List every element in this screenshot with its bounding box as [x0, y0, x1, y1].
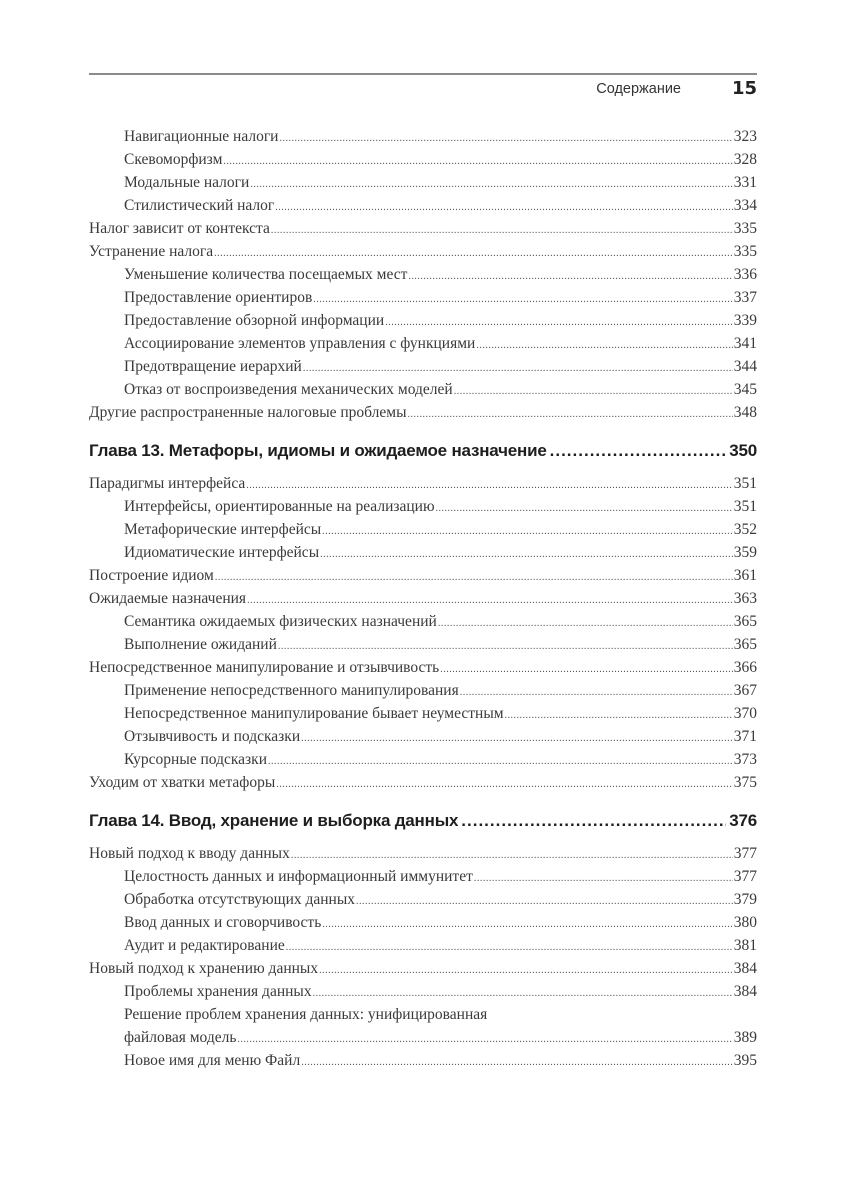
toc-subentry[interactable] [89, 702, 757, 725]
entry-title: Скевоморфизм [124, 151, 223, 168]
toc-subentry[interactable] [89, 171, 757, 194]
toc-entry[interactable] [89, 957, 757, 980]
entry-title: Применение непосредственного манипулирования [124, 682, 459, 699]
entry-title: Ассоциирование элементов управления с функциями [124, 335, 476, 352]
toc-subentry[interactable] [89, 148, 757, 171]
entry-page-number: 348 [733, 404, 757, 421]
entry-title: Целостность данных и информационный иммунитет [124, 868, 473, 885]
running-head-title: Содержание [596, 81, 681, 97]
entry-page-number: 377 [733, 845, 757, 862]
dot-leader [440, 658, 733, 681]
entry-page-number: 359 [733, 544, 757, 561]
entry-page-number: 328 [733, 151, 757, 168]
entry-page-number: 339 [733, 312, 757, 329]
entry-title: Выполнение ожиданий [124, 636, 277, 653]
entry-title: Налог зависит от контекста [89, 220, 270, 237]
entry-title: Ожидаемые назначения [89, 590, 247, 607]
entry-page-number: 371 [733, 728, 757, 745]
entry-title: Непосредственное манипулирование бывает неуместным [124, 705, 504, 722]
toc-subentry[interactable] [89, 495, 757, 518]
dot-leader [476, 334, 732, 357]
toc-subentry[interactable] [89, 286, 757, 309]
dot-leader [301, 727, 733, 750]
dot-leader [301, 1051, 733, 1074]
entry-page-number: 361 [733, 567, 757, 584]
toc-subentry[interactable] [89, 633, 757, 656]
entry-page-number: 365 [733, 613, 757, 630]
dot-leader [250, 173, 732, 196]
dot-leader [474, 867, 733, 890]
dot-leader [454, 380, 733, 403]
entry-page-number: 323 [733, 128, 757, 145]
entry-title: Идиоматические интерфейсы [124, 544, 320, 561]
entry-page-number: 336 [733, 266, 757, 283]
entry-page-number: 363 [733, 590, 757, 607]
entry-title: Предотвращение иерархий [124, 358, 302, 375]
entry-page-number: 373 [733, 751, 757, 768]
dot-leader [408, 265, 732, 288]
entry-page-number: 351 [733, 498, 757, 515]
toc-subentry[interactable] [89, 541, 757, 564]
dot-leader [268, 750, 733, 773]
entry-title: Интерфейсы, ориентированные на реализацию [124, 498, 435, 515]
toc-chapter-heading[interactable] [89, 808, 757, 834]
toc-subentry[interactable] [89, 518, 757, 541]
entry-page-number: 389 [733, 1029, 757, 1046]
toc-entry[interactable] [89, 564, 757, 587]
entry-page-number: 381 [733, 937, 757, 954]
entry-title: Обработка отсутствующих данных [124, 891, 356, 908]
toc-entry[interactable] [89, 842, 757, 865]
entry-title: Курсорные подсказки [124, 751, 268, 768]
entry-page-number: 345 [733, 381, 757, 398]
entry-title: Построение идиом [89, 567, 214, 584]
toc-subentry[interactable] [89, 125, 757, 148]
dot-leader [460, 681, 733, 704]
entry-page-number: 384 [733, 960, 757, 977]
entry-page-number: 344 [733, 358, 757, 375]
dot-leader [223, 150, 732, 173]
toc-subentry[interactable] [89, 378, 757, 401]
toc-subentry[interactable] [89, 679, 757, 702]
toc-entry[interactable] [89, 217, 757, 240]
dot-leader [278, 635, 733, 658]
entry-page-number: 367 [733, 682, 757, 699]
chapter-page-number: 350 [729, 441, 757, 460]
toc-subentry[interactable] [89, 263, 757, 286]
dot-leader [322, 520, 733, 543]
entry-title: Отказ от воспроизведения механических моделей [124, 381, 453, 398]
entry-title-line-2: файловая модель [124, 1029, 237, 1046]
entry-page-number: 335 [733, 220, 757, 237]
entry-title: Непосредственное манипулирование и отзывчивость [89, 659, 440, 676]
entry-page-number: 334 [733, 197, 757, 214]
entry-page-number: 380 [733, 914, 757, 931]
dot-leader [291, 844, 733, 867]
dot-leader [247, 589, 733, 612]
dot-leader [279, 127, 732, 150]
dot-leader [385, 311, 733, 334]
toc-entry[interactable] [89, 1003, 757, 1049]
toc-entry[interactable] [89, 587, 757, 610]
toc-entry[interactable] [89, 401, 757, 424]
entry-title: Ввод данных и сговорчивость [124, 914, 322, 931]
entry-page-number: 335 [733, 243, 757, 260]
toc-entry[interactable] [89, 240, 757, 263]
entry-page-number: 365 [733, 636, 757, 653]
entry-page-number: 375 [733, 774, 757, 791]
dot-leader [320, 543, 733, 566]
dot-leader [313, 982, 733, 1005]
entry-title: Новый подход к хранению данных [89, 960, 319, 977]
entry-title: Аудит и редактирование [124, 937, 285, 954]
chapter-page-number: 376 [729, 811, 757, 830]
entry-page-number: 384 [733, 983, 757, 1000]
entry-page-number: 377 [733, 868, 757, 885]
entry-title: Предоставление обзорной информации [124, 312, 385, 329]
toc-subentry[interactable] [89, 865, 757, 888]
dot-leader [438, 612, 733, 635]
toc-subentry[interactable] [89, 610, 757, 633]
header-rule [89, 73, 757, 75]
entry-title: Парадигмы интерфейса [89, 475, 246, 492]
dot-leader [246, 474, 732, 497]
running-head [89, 78, 757, 102]
toc-subentry[interactable] [89, 888, 757, 911]
entry-page-number: 337 [733, 289, 757, 306]
entry-page-number: 341 [733, 335, 757, 352]
entry-title: Новый подход к вводу данных [89, 845, 290, 862]
dot-leader [237, 1028, 732, 1051]
page-number: 15 [731, 78, 757, 99]
toc-subentry[interactable] [89, 1049, 757, 1072]
entry-title: Метафорические интерфейсы [124, 521, 322, 538]
dot-leader [436, 497, 733, 520]
dot-leader [322, 913, 732, 936]
dot-leader [215, 566, 733, 589]
toc-subentry[interactable] [89, 309, 757, 332]
toc-subentry[interactable] [89, 725, 757, 748]
entry-title: Модальные налоги [124, 174, 250, 191]
dot-leader [214, 242, 733, 265]
entry-page-number: 370 [733, 705, 757, 722]
toc-subentry[interactable] [89, 980, 757, 1003]
chapter-title: Глава 14. Ввод, хранение и выборка данных [89, 811, 459, 830]
toc-subentry[interactable] [89, 748, 757, 771]
toc-entry[interactable] [89, 472, 757, 495]
dot-leader [276, 773, 733, 796]
dot-leader [271, 219, 733, 242]
entry-title: Стилистический налог [124, 197, 275, 214]
dot-leader [550, 438, 727, 464]
dot-leader [408, 403, 733, 426]
entry-page-number: 351 [733, 475, 757, 492]
entry-title: Предоставление ориентиров [124, 289, 313, 306]
toc-subentry[interactable] [89, 355, 757, 378]
entry-title: Другие распространенные налоговые проблемы [89, 404, 407, 421]
table-of-contents [89, 125, 757, 1072]
dot-leader [505, 704, 733, 727]
dot-leader [319, 959, 733, 982]
entry-title: Навигационные налоги [124, 128, 279, 145]
entry-title: Новое имя для меню Файл [124, 1052, 301, 1069]
toc-entry[interactable] [89, 771, 757, 794]
dot-leader [461, 808, 726, 834]
entry-title: Уходим от хватки метафоры [89, 774, 276, 791]
entry-title: Семантика ожидаемых физических назначений [124, 613, 437, 630]
dot-leader [356, 890, 733, 913]
toc-subentry[interactable] [89, 934, 757, 957]
entry-page-number: 379 [733, 891, 757, 908]
dot-leader [286, 936, 733, 959]
entry-page-number: 395 [733, 1052, 757, 1069]
toc-entry[interactable] [89, 656, 757, 679]
entry-title: Проблемы хранения данных [124, 983, 312, 1000]
toc-subentry[interactable] [89, 194, 757, 217]
entry-page-number: 352 [733, 521, 757, 538]
toc-chapter-heading[interactable] [89, 438, 757, 464]
entry-page-number: 366 [733, 659, 757, 676]
entry-title: Устранение налога [89, 243, 214, 260]
dot-leader [275, 196, 732, 219]
dot-leader [303, 357, 733, 380]
entry-page-number: 331 [733, 174, 757, 191]
entry-title: Отзывчивость и подсказки [124, 728, 301, 745]
chapter-title: Глава 13. Метафоры, идиомы и ожидаемое назначение [89, 441, 547, 460]
toc-subentry[interactable] [89, 332, 757, 355]
dot-leader [313, 288, 732, 311]
entry-title: Уменьшение количества посещаемых мест [124, 266, 408, 283]
entry-title-line-1: Решение проблем хранения данных: унифицированная [124, 1006, 488, 1023]
toc-subentry[interactable] [89, 911, 757, 934]
